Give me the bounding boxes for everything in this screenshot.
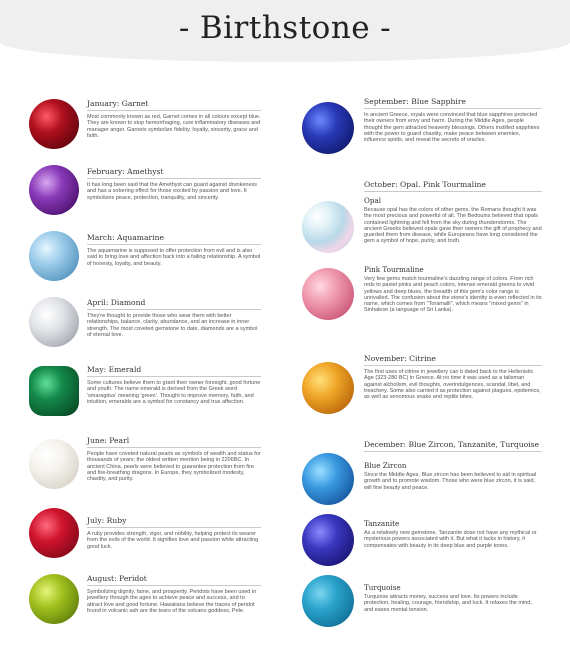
entry-text: The aquamarine is supposed to offer protection from evil and is also said to bring love and affection back into a failing relationship. A symbol of honesty, loyalty, and beauty. [87, 248, 261, 267]
emerald-gem-icon [29, 366, 79, 416]
entry-name: April: Diamond [87, 298, 261, 310]
entry-april [87, 298, 261, 338]
entry-november [364, 354, 542, 400]
entry-pink-tourmaline [364, 265, 542, 314]
title-text: Birthstone [199, 10, 371, 46]
entry-turquoise [364, 583, 542, 613]
entry-text: The first uses of citrine in jewellery can b dated back to the Hellenistic Age (323-280 BC) in Greece. At no time it was used as a talisman against alcholism, evil thoughts, overindulgences, scandal, libel, and treachery. Some also carried it as protection against plagues, epidemics, as well as venomous snake and reptile bites. [364, 369, 541, 401]
title-dash-left: - [178, 10, 190, 46]
turquoise-gem-icon [302, 575, 354, 627]
entry-text: Turquoise attracts money, success and love. Its powers include protection, healing, courage, friendship, and luck. It relaxes the mind, and eases mental tension. [364, 594, 532, 613]
entry-text: Because opal has the colors of other gems, the Romans thought it was the most precious and powerful of all. The Bedouins believed that opals contained lightning and fell from the sky during thunderstorms. The ancient Greeks believed opals gave their owners the gift of prophecy and guarded them from disease, while Europeans have long considered the gem a symbol of hope, purity, and truth. [364, 207, 542, 245]
citrine-gem-icon [302, 362, 354, 414]
entry-text: They're thought to provide those who wear them with better relationships, balance, clarity, abundance, and an increase in inner strength. The most coveted gemstone to date, diamonds are a symbol of eternal love. [87, 313, 258, 338]
entry-name: June: Pearl [87, 436, 261, 448]
entry-tanzanite [364, 519, 542, 549]
entry-march [87, 233, 261, 267]
aquamarine-gem-icon [29, 231, 79, 281]
entry-july [87, 516, 261, 550]
entry-name: March: Aquamarine [87, 233, 261, 245]
blue-zircon-gem-icon [302, 453, 354, 505]
entry-text: In ancient Greece, royals were convinced that blue sapphires protected their owners from envy and harm. During the Middle Ages, people thought the gem attracted heavenly blessings. Others instilled sapphires with the power to guard chastity, make peace between enemies, influence spirits, and reveal the secrets of oracles. [364, 112, 540, 144]
entry-text: Very few gems match tourmaline's dazzling range of colors. From rich reds to pastel pinks and peach colors, intense emerald greens to vivid yellows and deep blues, the breadth of this gem's color range is unrivalled. The confusion about the stone's identity is even reflected in its name, which comes from "Toramalli", which means "mixed gems" in Sinhalese (a language of Sri Lanka). [364, 276, 542, 314]
entry-text: A ruby provides strength, vigor, and nobility, helping protect its wearer from the evils of the world. It signifies love and passion while attracting good luck. [87, 531, 259, 550]
entry-blue-zircon [364, 461, 542, 491]
entry-august [87, 574, 261, 614]
entry-text: Symbolizing dignity, fame, and prosperity. Peridots have been used in jewellery through the ages to achieve peace and success, and to attract love and good fortune. Hawaiians believe the traces of peridot found in volcanic ash are the tears of the volcano goddess, Pele. [87, 589, 257, 614]
entry-name: September: Blue Sapphire [364, 97, 542, 109]
entry-name: Tanzanite [364, 519, 400, 528]
tanzanite-gem-icon [302, 514, 354, 566]
entry-name: August: Peridot [87, 574, 261, 586]
entry-february [87, 167, 261, 201]
december-heading: December: Blue Zircon, Tanzanite, Turquoise [364, 440, 542, 452]
entry-january [87, 99, 261, 139]
opal-gem-icon [302, 201, 354, 253]
entry-text: Some cultures believe them to grant their owner foresight, good fortune and youth. The name emerald is derived from the Greek word 'smaragdus' meaning 'green'. Thought to improve memory, faith, and intuition, emeralds are a symbol for constancy and true affection. [87, 380, 261, 405]
entry-text: Most commonly known as red, Garnet comes in all colours except blue. They are known to stop hemorrhaging, cure inflammatory diseases and manager anger. Garnets symbolize fidelity, loyalty, sincerity, grace and faith. [87, 114, 261, 139]
entry-name: Turquoise [364, 583, 401, 592]
entry-text: People have coveted natural pearls as symbols of wealth and status for thousands of years; the oldest written mention being in 2206BC. In ancient China, pearls were believed to guarantee protection from fire and fire-breathing dragons. In Europe, they symbolized modesty, chastity, and purity. [87, 451, 261, 483]
entry-text: Since the Middle Ages, Blue zircon has been believed to aid in spiritual growth and to promote wisdom. Those who were blue zircon, it is said, will fine beauty and peace. [364, 472, 537, 491]
entry-name: Opal [364, 196, 382, 205]
sapphire-gem-icon [302, 102, 354, 154]
entry-name: November: Citrine [364, 354, 542, 366]
tourmaline-gem-icon [302, 268, 354, 320]
pearl-gem-icon [29, 439, 79, 489]
entry-text: As a relatively new gemstone, Tanzanite dose not have any mythical or mysterious powers associated with it. But what it lacks in history, it compensates with beauty in its deep blue and purple tones. [364, 530, 537, 549]
entry-opal [364, 196, 542, 245]
diamond-gem-icon [29, 297, 79, 347]
entry-name: July: Ruby [87, 516, 261, 528]
entry-name: Blue Zircon [364, 461, 407, 470]
ruby-gem-icon [29, 508, 79, 558]
garnet-gem-icon [29, 99, 79, 149]
entry-name: May: Emerald [87, 365, 261, 377]
entry-name: Pink Tourmaline [364, 265, 424, 274]
october-heading: October: Opal. Pink Tourmaline [364, 180, 542, 192]
page-title [0, 10, 570, 46]
entry-text: It has long been said that the Amethyst can guard against drunkeness and has a sobering effect for those excited by passion and love. It symbolizes peace, protection, tranquility, and sincerity. [87, 182, 258, 201]
entry-june [87, 436, 261, 482]
entry-september [364, 97, 542, 143]
entry-name: February: Amethyst [87, 167, 261, 179]
amethyst-gem-icon [29, 165, 79, 215]
entry-may [87, 365, 261, 405]
title-dash-right: - [380, 10, 392, 46]
entry-name: January: Garnet [87, 99, 261, 111]
peridot-gem-icon [29, 574, 79, 624]
